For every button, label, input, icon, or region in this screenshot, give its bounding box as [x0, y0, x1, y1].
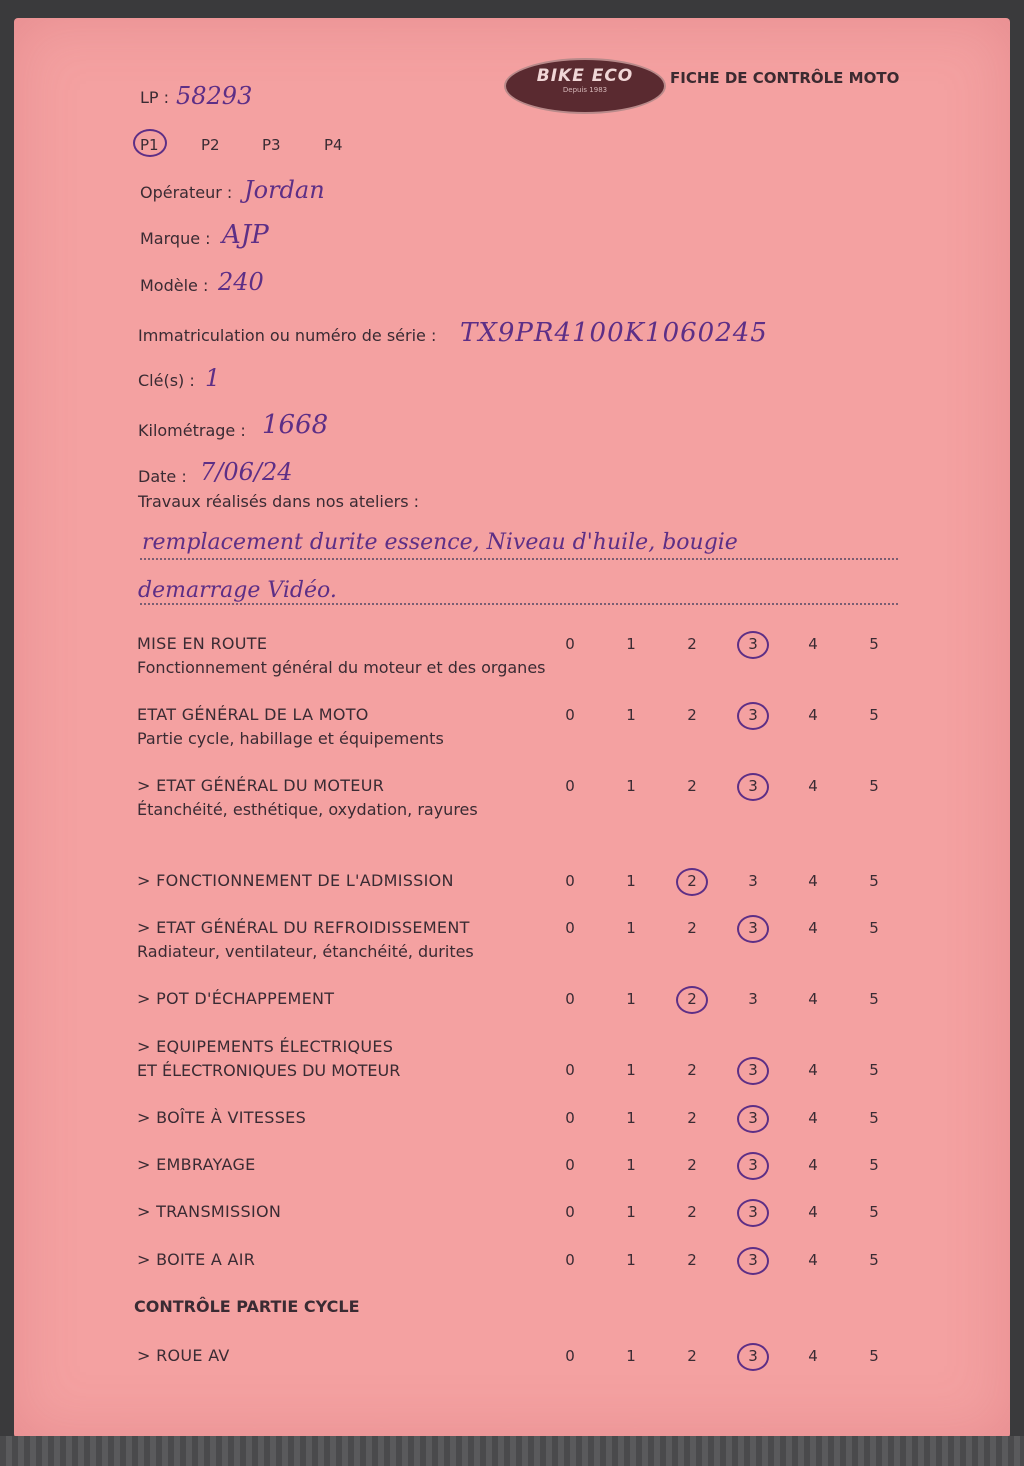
score-option: 3	[748, 990, 758, 1008]
score-option: 2	[687, 1251, 697, 1269]
keys-value: 1	[205, 364, 221, 392]
score-option: 1	[626, 1109, 636, 1127]
score-option: 3	[748, 777, 758, 795]
selected-score-circle	[737, 1057, 769, 1085]
score-option: 1	[626, 1251, 636, 1269]
operator-label: Opérateur :	[140, 183, 233, 202]
score-option: 1	[626, 872, 636, 890]
score-option: 5	[869, 1061, 879, 1079]
selected-score-circle	[737, 915, 769, 943]
position-p1: P1	[140, 136, 159, 154]
selected-score-circle	[737, 1152, 769, 1180]
check-row-title: > EMBRAYAGE	[137, 1155, 256, 1174]
position-p2: P2	[201, 136, 220, 154]
works-dotted-line-2	[140, 603, 898, 605]
selected-score-circle	[737, 631, 769, 659]
score-option: 3	[748, 872, 758, 890]
score-option: 4	[808, 1251, 818, 1269]
check-row-title: > ETAT GÉNÉRAL DU MOTEUR	[137, 776, 385, 795]
check-row-subtitle: ET ÉLECTRONIQUES DU MOTEUR	[137, 1061, 401, 1080]
selected-score-circle	[737, 1199, 769, 1227]
mileage-label: Kilométrage :	[138, 421, 246, 440]
logo-text: BIKE ECO	[536, 66, 634, 86]
score-option: 4	[808, 706, 818, 724]
check-row-title: > BOÎTE À VITESSES	[137, 1108, 307, 1127]
selected-score-circle	[737, 773, 769, 801]
selected-score-circle	[676, 868, 708, 896]
sheet-title: FICHE DE CONTRÔLE MOTO	[670, 69, 900, 87]
brand-label: Marque :	[140, 229, 211, 248]
score-option: 5	[869, 872, 879, 890]
section-partie-cycle-title: CONTRÔLE PARTIE CYCLE	[134, 1297, 360, 1316]
score-option: 0	[565, 635, 575, 653]
score-option: 5	[869, 919, 879, 937]
serial-value: TX9PR4100K1060245	[460, 318, 768, 348]
score-option: 0	[565, 1251, 575, 1269]
score-option: 3	[748, 706, 758, 724]
score-option: 1	[626, 919, 636, 937]
check-row-title: > FONCTIONNEMENT DE L'ADMISSION	[137, 871, 454, 890]
score-option: 2	[687, 990, 697, 1008]
score-option: 4	[808, 872, 818, 890]
score-option: 1	[626, 1203, 636, 1221]
score-option: 4	[808, 1156, 818, 1174]
keys-label: Clé(s) :	[138, 371, 195, 390]
check-row-title: MISE EN ROUTE	[137, 634, 268, 653]
score-option: 5	[869, 1251, 879, 1269]
works-label: Travaux réalisés dans nos ateliers :	[138, 492, 420, 511]
selected-score-circle	[737, 1105, 769, 1133]
check-row-title: > TRANSMISSION	[137, 1202, 282, 1221]
score-option: 3	[748, 1061, 758, 1079]
score-option: 5	[869, 1156, 879, 1174]
selected-score-circle	[737, 702, 769, 730]
score-option: 0	[565, 1347, 575, 1365]
check-row-title: > ETAT GÉNÉRAL DU REFROIDISSEMENT	[137, 918, 470, 937]
position-p3: P3	[262, 136, 281, 154]
score-option: 0	[565, 706, 575, 724]
score-option: 5	[869, 990, 879, 1008]
selected-score-circle	[676, 986, 708, 1014]
score-option: 1	[626, 1347, 636, 1365]
score-option: 3	[748, 1251, 758, 1269]
score-option: 1	[626, 635, 636, 653]
score-option: 0	[565, 872, 575, 890]
operator-value: Jordan	[244, 176, 325, 204]
score-option: 2	[687, 919, 697, 937]
check-row-title: > ROUE AV	[137, 1346, 230, 1365]
score-option: 5	[869, 706, 879, 724]
model-value: 240	[218, 268, 264, 296]
score-option: 3	[748, 635, 758, 653]
score-option: 4	[808, 1109, 818, 1127]
selected-score-circle	[737, 1247, 769, 1275]
score-option: 4	[808, 635, 818, 653]
score-option: 1	[626, 990, 636, 1008]
works-line-2: demarrage Vidéo.	[138, 578, 337, 603]
score-option: 1	[626, 777, 636, 795]
check-row-title: > EQUIPEMENTS ÉLECTRIQUES	[137, 1037, 394, 1056]
sleeve-edge	[0, 1436, 1024, 1466]
score-option: 0	[565, 919, 575, 937]
check-row-subtitle: Partie cycle, habillage et équipements	[137, 729, 444, 748]
score-option: 2	[687, 1109, 697, 1127]
score-option: 3	[748, 1109, 758, 1127]
score-option: 1	[626, 1156, 636, 1174]
model-label: Modèle :	[140, 276, 209, 295]
score-option: 2	[687, 1203, 697, 1221]
check-row-subtitle: Étanchéité, esthétique, oxydation, rayures	[137, 800, 478, 819]
score-option: 1	[626, 1061, 636, 1079]
score-option: 3	[748, 1203, 758, 1221]
score-option: 2	[687, 872, 697, 890]
selected-score-circle	[737, 1343, 769, 1371]
brand-value: AJP	[222, 220, 269, 250]
score-option: 4	[808, 990, 818, 1008]
score-option: 5	[869, 777, 879, 795]
score-option: 2	[687, 1061, 697, 1079]
score-option: 5	[869, 1347, 879, 1365]
score-option: 2	[687, 777, 697, 795]
score-option: 3	[748, 1347, 758, 1365]
check-row-title: > BOITE A AIR	[137, 1250, 256, 1269]
score-option: 3	[748, 919, 758, 937]
date-label: Date :	[138, 467, 187, 486]
lp-value: 58293	[176, 82, 253, 110]
score-option: 0	[565, 1156, 575, 1174]
check-row-title: > POT D'ÉCHAPPEMENT	[137, 989, 335, 1008]
score-option: 0	[565, 1109, 575, 1127]
score-option: 4	[808, 1347, 818, 1365]
score-option: 1	[626, 706, 636, 724]
score-option: 0	[565, 1203, 575, 1221]
date-value: 7/06/24	[200, 458, 293, 486]
score-option: 4	[808, 919, 818, 937]
check-row-subtitle: Fonctionnement général du moteur et des organes	[137, 658, 546, 677]
score-option: 4	[808, 1061, 818, 1079]
works-dotted-line-1	[140, 558, 898, 560]
score-option: 0	[565, 990, 575, 1008]
score-option: 5	[869, 1203, 879, 1221]
score-option: 2	[687, 1347, 697, 1365]
serial-label: Immatriculation ou numéro de série :	[138, 326, 437, 345]
score-option: 5	[869, 635, 879, 653]
score-option: 4	[808, 777, 818, 795]
mileage-value: 1668	[262, 410, 329, 440]
check-row-title: ETAT GÉNÉRAL DE LA MOTO	[137, 705, 369, 724]
position-p4: P4	[324, 136, 343, 154]
score-option: 2	[687, 1156, 697, 1174]
score-option: 3	[748, 1156, 758, 1174]
score-option: 5	[869, 1109, 879, 1127]
bike-eco-logo	[504, 58, 666, 114]
score-option: 2	[687, 635, 697, 653]
lp-label: LP :	[140, 88, 170, 107]
score-option: 0	[565, 1061, 575, 1079]
score-option: 0	[565, 777, 575, 795]
score-option: 4	[808, 1203, 818, 1221]
check-row-subtitle: Radiateur, ventilateur, étanchéité, durites	[137, 942, 474, 961]
score-option: 2	[687, 706, 697, 724]
works-line-1: remplacement durite essence, Niveau d'huile, bougie	[142, 530, 738, 555]
logo-subtext: Depuis 1983	[562, 86, 608, 94]
